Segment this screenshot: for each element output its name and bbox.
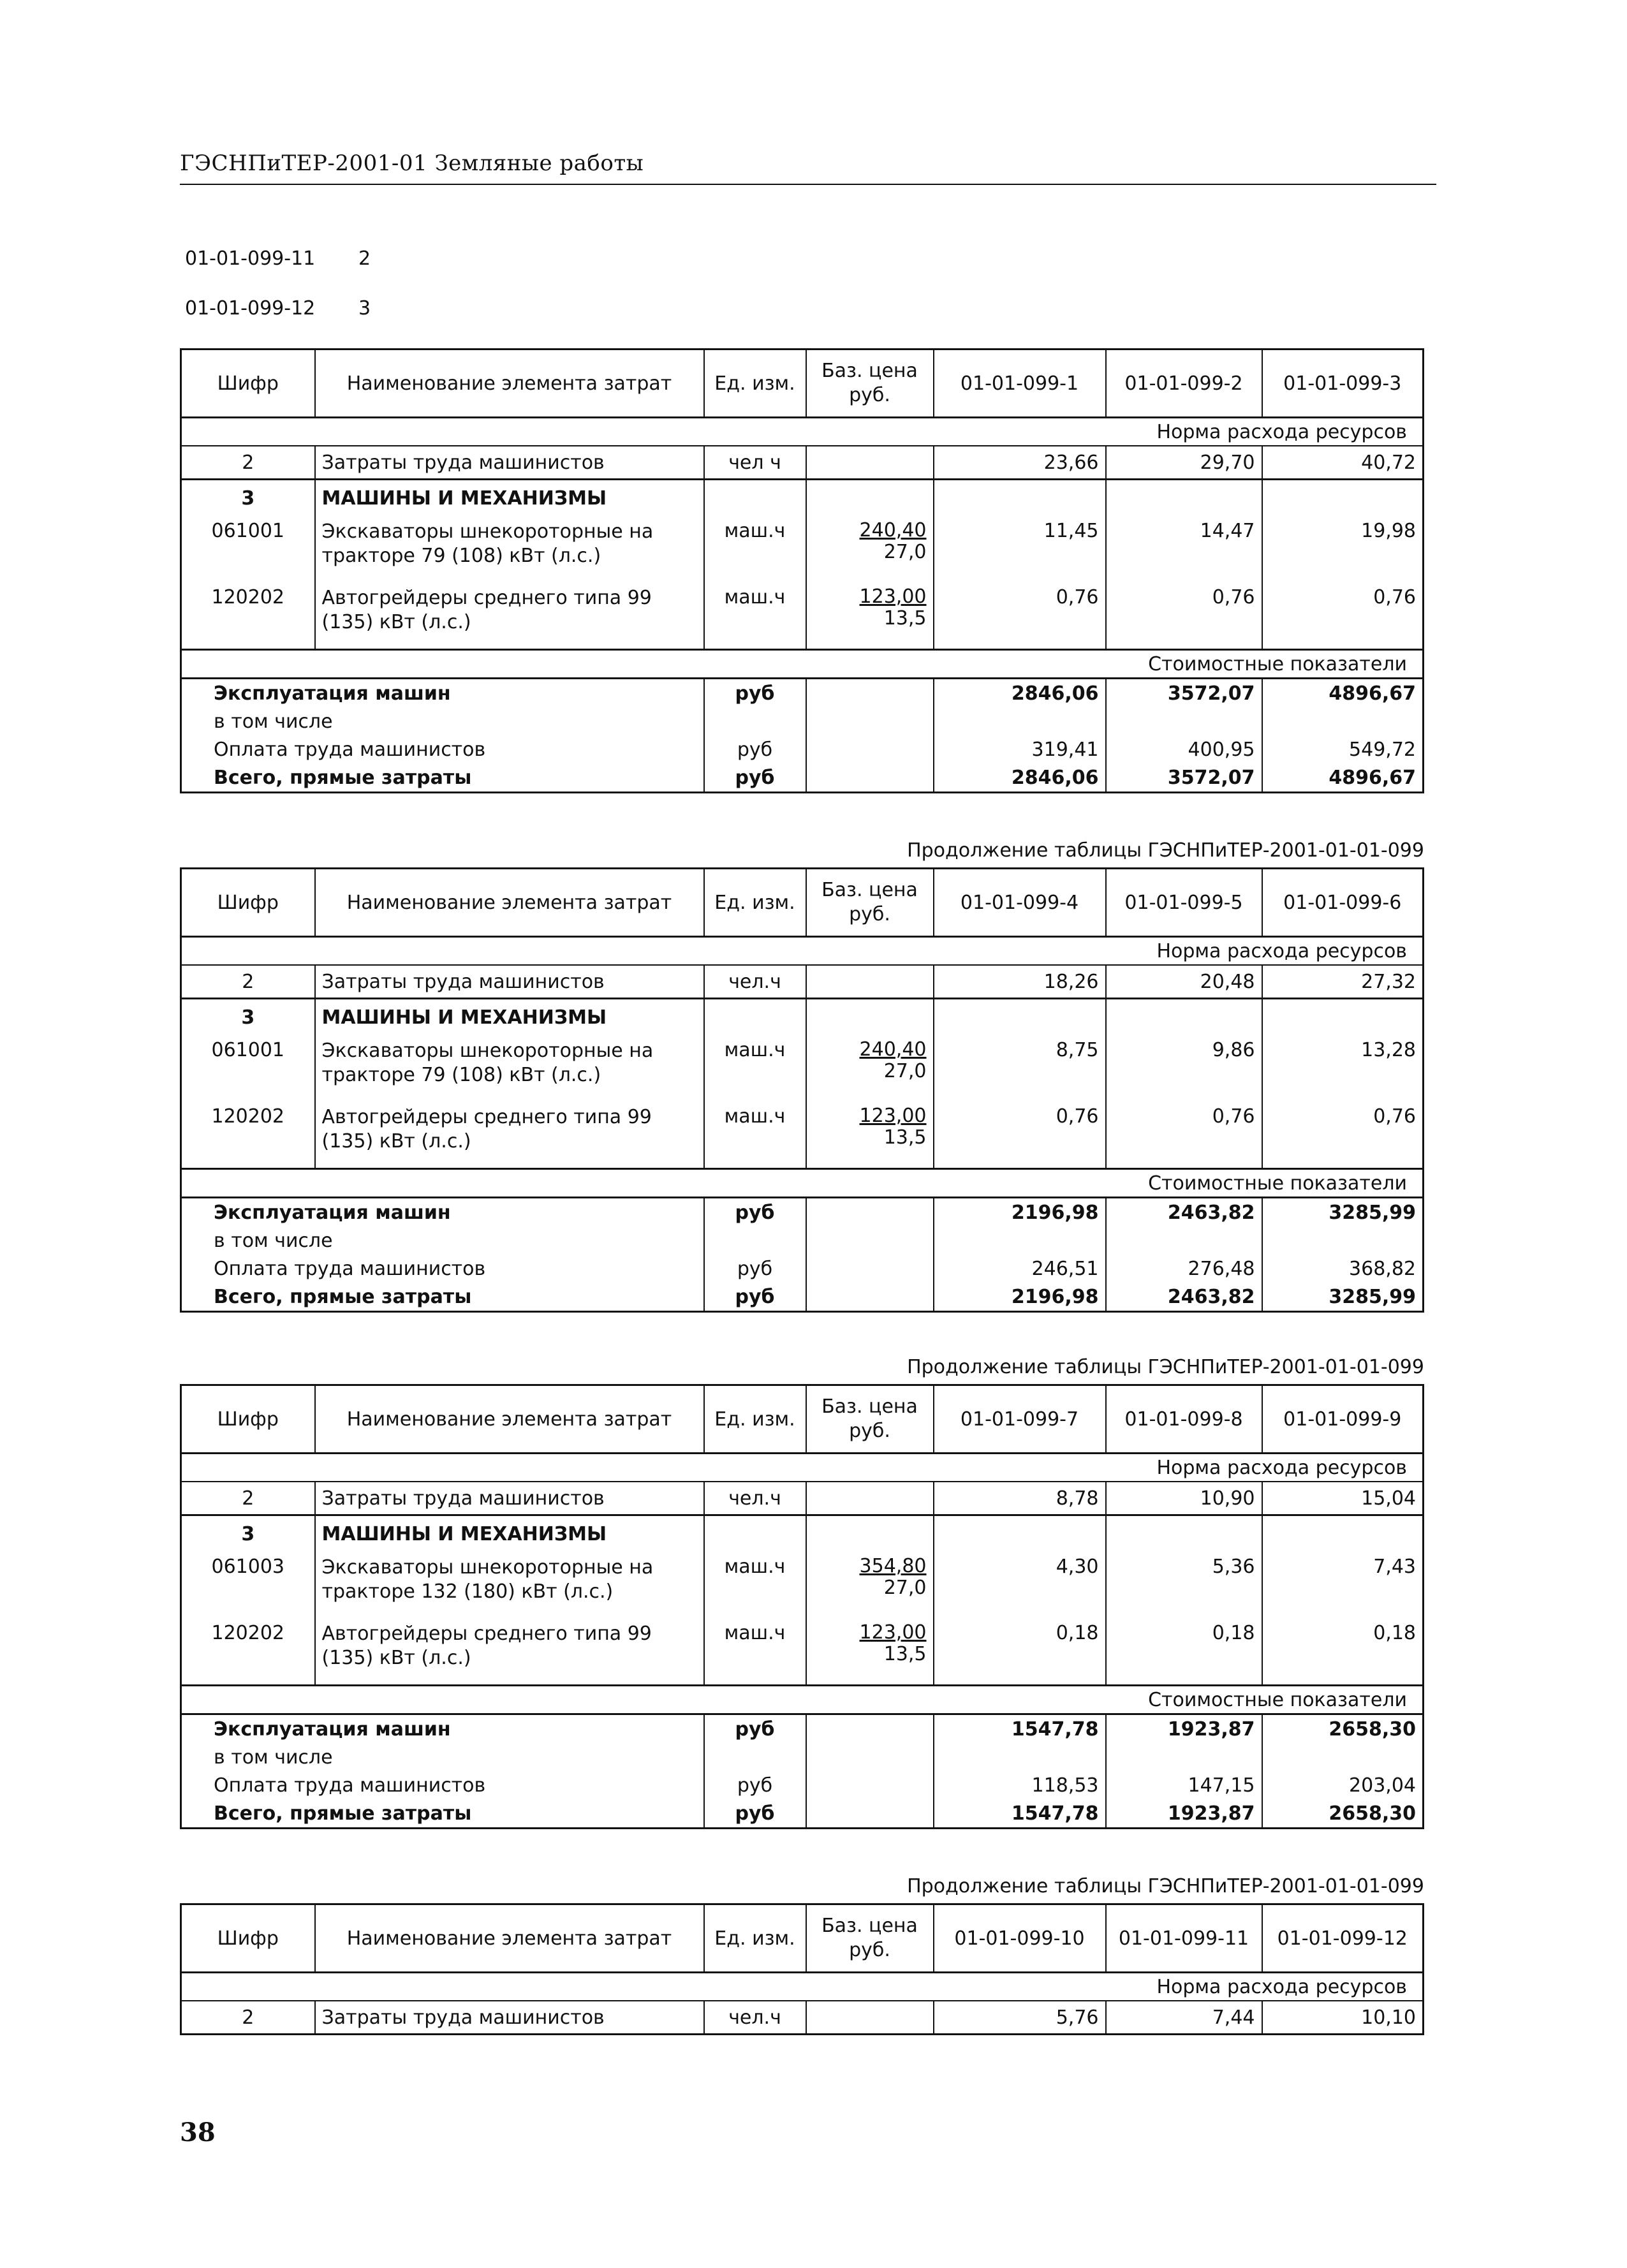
oplata-value-1: 118,53 <box>934 1771 1106 1799</box>
machine-row <box>181 1101 1424 1169</box>
code-list <box>185 247 371 347</box>
labor-name: Затраты труда машинистов <box>315 965 704 999</box>
machine-unit: маш.ч <box>704 582 806 650</box>
vsego-label: Всего, прямые затраты <box>181 1283 704 1312</box>
col-shifr: Шифр <box>181 1385 315 1454</box>
category-row <box>181 1515 1424 1552</box>
col-name: Наименование элемента затрат <box>315 1385 704 1454</box>
machine-unit: маш.ч <box>704 1035 806 1101</box>
col-code-2: 01-01-099-2 <box>1106 350 1262 418</box>
expl-value-2: 3572,07 <box>1106 679 1262 708</box>
machine-value-3: 13,28 <box>1262 1035 1424 1101</box>
machine-code: 061001 <box>181 1035 315 1101</box>
labor-row <box>181 2001 1424 2035</box>
cost-row-vsego <box>181 1283 1424 1312</box>
table-header-row <box>181 1904 1424 1973</box>
expl-value-1: 1547,78 <box>934 1714 1106 1744</box>
vsego-value-3: 2658,30 <box>1262 1799 1424 1829</box>
price-base: 123,00 <box>859 1621 927 1644</box>
labor-row <box>181 965 1424 999</box>
vsego-unit: руб <box>704 1283 806 1312</box>
machine-value-2: 5,36 <box>1106 1552 1262 1618</box>
price-labor: 27,0 <box>883 1577 927 1599</box>
oplata-label: Оплата труда машинистов <box>181 1255 704 1283</box>
oplata-unit: руб <box>704 1771 806 1799</box>
machine-code: 120202 <box>181 1618 315 1686</box>
cost-row-expl <box>181 679 1424 708</box>
machine-value-1: 8,75 <box>934 1035 1106 1101</box>
machine-price <box>806 1035 934 1101</box>
expl-value-2: 2463,82 <box>1106 1198 1262 1227</box>
labor-row <box>181 446 1424 480</box>
vsego-value-3: 4896,67 <box>1262 763 1424 793</box>
machine-value-2: 0,76 <box>1106 1101 1262 1169</box>
cost-row-vtom <box>181 1226 1424 1255</box>
labor-code: 2 <box>181 965 315 999</box>
price-labor: 27,0 <box>883 541 927 563</box>
machine-code: 061001 <box>181 516 315 582</box>
code: 01-01-099-11 <box>185 247 316 270</box>
section-row <box>181 650 1424 679</box>
running-header: ГЭСНПиТЕР-2001-01 Земляные работы <box>180 151 644 176</box>
labor-name: Затраты труда машинистов <box>315 2001 704 2035</box>
category-row <box>181 999 1424 1036</box>
expl-value-3: 4896,67 <box>1262 679 1424 708</box>
expl-label: Эксплуатация машин <box>181 1714 704 1744</box>
col-code-3: 01-01-099-9 <box>1262 1385 1424 1454</box>
col-code-1: 01-01-099-7 <box>934 1385 1106 1454</box>
machine-name: Экскаваторы шнекороторные на тракторе 79 (108) кВт (л.с.) <box>315 1035 704 1101</box>
oplata-value-3: 549,72 <box>1262 735 1424 763</box>
machine-code: 120202 <box>181 1101 315 1169</box>
norma-label: Норма расхода ресурсов <box>181 1973 1424 2001</box>
section-row <box>181 937 1424 966</box>
labor-name: Затраты труда машинистов <box>315 446 704 480</box>
expl-unit: руб <box>704 679 806 708</box>
oplata-unit: руб <box>704 735 806 763</box>
category-code: 3 <box>181 999 315 1036</box>
category-code: 3 <box>181 480 315 517</box>
labor-code: 2 <box>181 2001 315 2035</box>
machine-value-2: 9,86 <box>1106 1035 1262 1101</box>
machine-row <box>181 1618 1424 1686</box>
vsego-value-3: 3285,99 <box>1262 1283 1424 1312</box>
table-header-row <box>181 869 1424 937</box>
price-labor: 27,0 <box>883 1060 927 1082</box>
machine-value-3: 0,76 <box>1262 582 1424 650</box>
header-rule <box>180 184 1436 185</box>
expl-unit: руб <box>704 1198 806 1227</box>
category-code: 3 <box>181 1515 315 1552</box>
norm-table-2 <box>180 867 1424 1313</box>
labor-value-1: 5,76 <box>934 2001 1106 2035</box>
labor-row <box>181 1482 1424 1515</box>
labor-price <box>806 446 934 480</box>
vtom-label: в том числе <box>181 1226 704 1255</box>
col-name: Наименование элемента затрат <box>315 350 704 418</box>
labor-price <box>806 2001 934 2035</box>
price-base: 123,00 <box>859 585 927 608</box>
vsego-value-1: 2196,98 <box>934 1283 1106 1312</box>
category-name: МАШИНЫ И МЕХАНИЗМЫ <box>315 999 704 1036</box>
section-row <box>181 1169 1424 1198</box>
price-labor: 13,5 <box>883 1643 927 1665</box>
continuation-title: Продолжение таблицы ГЭСНПиТЕР-2001-01-01-099 <box>907 1875 1424 1897</box>
labor-value-2: 29,70 <box>1106 446 1262 480</box>
labor-value-2: 20,48 <box>1106 965 1262 999</box>
vtom-label: в том числе <box>181 707 704 735</box>
machine-value-2: 14,47 <box>1106 516 1262 582</box>
col-code-3: 01-01-099-12 <box>1262 1904 1424 1973</box>
cost-row-oplata <box>181 1771 1424 1799</box>
norm-table-4 <box>180 1903 1424 2035</box>
labor-value-2: 7,44 <box>1106 2001 1262 2035</box>
machine-row <box>181 582 1424 650</box>
labor-unit: чел.ч <box>704 965 806 999</box>
machine-price <box>806 1618 934 1686</box>
vsego-value-2: 1923,87 <box>1106 1799 1262 1829</box>
machine-unit: маш.ч <box>704 1552 806 1618</box>
cost-row-vtom <box>181 1743 1424 1771</box>
machine-price <box>806 1552 934 1618</box>
expl-value-1: 2846,06 <box>934 679 1106 708</box>
col-code-3: 01-01-099-6 <box>1262 869 1424 937</box>
category-name: МАШИНЫ И МЕХАНИЗМЫ <box>315 480 704 517</box>
col-code-3: 01-01-099-3 <box>1262 350 1424 418</box>
machine-value-1: 11,45 <box>934 516 1106 582</box>
expl-value-1: 2196,98 <box>934 1198 1106 1227</box>
machine-unit: маш.ч <box>704 1618 806 1686</box>
labor-value-2: 10,90 <box>1106 1482 1262 1515</box>
machine-unit: маш.ч <box>704 516 806 582</box>
machine-name: Экскаваторы шнекороторные на тракторе 132 (180) кВт (л.с.) <box>315 1552 704 1618</box>
code-value: 2 <box>358 247 371 270</box>
oplata-value-2: 400,95 <box>1106 735 1262 763</box>
col-unit: Ед. изм. <box>704 350 806 418</box>
col-price: Баз. цена руб. <box>806 350 934 418</box>
col-unit: Ед. изм. <box>704 869 806 937</box>
oplata-value-2: 147,15 <box>1106 1771 1262 1799</box>
labor-code: 2 <box>181 1482 315 1515</box>
continuation-title: Продолжение таблицы ГЭСНПиТЕР-2001-01-01-099 <box>907 1356 1424 1378</box>
machine-value-1: 0,76 <box>934 582 1106 650</box>
machine-value-2: 0,76 <box>1106 582 1262 650</box>
col-code-2: 01-01-099-11 <box>1106 1904 1262 1973</box>
vsego-label: Всего, прямые затраты <box>181 763 704 793</box>
vsego-value-2: 2463,82 <box>1106 1283 1262 1312</box>
price-labor: 13,5 <box>883 1126 927 1149</box>
expl-value-3: 3285,99 <box>1262 1198 1424 1227</box>
col-shifr: Шифр <box>181 869 315 937</box>
cost-row-oplata <box>181 735 1424 763</box>
machine-value-3: 19,98 <box>1262 516 1424 582</box>
oplata-label: Оплата труда машинистов <box>181 1771 704 1799</box>
oplata-value-2: 276,48 <box>1106 1255 1262 1283</box>
price-base: 240,40 <box>859 519 927 541</box>
machine-code: 061003 <box>181 1552 315 1618</box>
norm-table-3 <box>180 1384 1424 1829</box>
vsego-value-2: 3572,07 <box>1106 763 1262 793</box>
labor-unit: чел.ч <box>704 1482 806 1515</box>
machine-price <box>806 1101 934 1169</box>
machine-code: 120202 <box>181 582 315 650</box>
vsego-value-1: 1547,78 <box>934 1799 1106 1829</box>
vsego-value-1: 2846,06 <box>934 763 1106 793</box>
cost-row-expl <box>181 1198 1424 1227</box>
cost-row-vsego <box>181 763 1424 793</box>
machine-row <box>181 1035 1424 1101</box>
col-price: Баз. цена руб. <box>806 1385 934 1454</box>
section-row <box>181 418 1424 446</box>
machine-value-1: 0,76 <box>934 1101 1106 1169</box>
labor-unit: чел.ч <box>704 2001 806 2035</box>
expl-value-2: 1923,87 <box>1106 1714 1262 1744</box>
col-unit: Ед. изм. <box>704 1904 806 1973</box>
expl-label: Эксплуатация машин <box>181 1198 704 1227</box>
labor-price <box>806 1482 934 1515</box>
machine-value-1: 4,30 <box>934 1552 1106 1618</box>
section-row <box>181 1973 1424 2001</box>
cost-row-vsego <box>181 1799 1424 1829</box>
col-code-2: 01-01-099-8 <box>1106 1385 1262 1454</box>
price-base: 123,00 <box>859 1105 927 1127</box>
norma-label: Норма расхода ресурсов <box>181 1454 1424 1482</box>
labor-value-1: 18,26 <box>934 965 1106 999</box>
vsego-unit: руб <box>704 763 806 793</box>
machine-name: Автогрейдеры среднего типа 99 (135) кВт (л.с.) <box>315 1618 704 1686</box>
labor-code: 2 <box>181 446 315 480</box>
oplata-value-3: 368,82 <box>1262 1255 1424 1283</box>
vsego-unit: руб <box>704 1799 806 1829</box>
col-code-1: 01-01-099-1 <box>934 350 1106 418</box>
cost-row-expl <box>181 1714 1424 1744</box>
labor-value-3: 40,72 <box>1262 446 1424 480</box>
col-shifr: Шифр <box>181 1904 315 1973</box>
labor-unit: чел ч <box>704 446 806 480</box>
oplata-unit: руб <box>704 1255 806 1283</box>
col-price: Баз. цена руб. <box>806 1904 934 1973</box>
table-header-row <box>181 1385 1424 1454</box>
expl-value-3: 2658,30 <box>1262 1714 1424 1744</box>
table-header-row <box>181 350 1424 418</box>
price-labor: 13,5 <box>883 607 927 630</box>
col-unit: Ед. изм. <box>704 1385 806 1454</box>
continuation-title: Продолжение таблицы ГЭСНПиТЕР-2001-01-01-099 <box>907 839 1424 862</box>
oplata-label: Оплата труда машинистов <box>181 735 704 763</box>
norm-table-1 <box>180 348 1424 793</box>
vtom-label: в том числе <box>181 1743 704 1771</box>
col-price: Баз. цена руб. <box>806 869 934 937</box>
labor-value-3: 15,04 <box>1262 1482 1424 1515</box>
vsego-label: Всего, прямые затраты <box>181 1799 704 1829</box>
price-base: 354,80 <box>859 1555 927 1577</box>
machine-name: Экскаваторы шнекороторные на тракторе 79 (108) кВт (л.с.) <box>315 516 704 582</box>
machine-unit: маш.ч <box>704 1101 806 1169</box>
col-code-1: 01-01-099-10 <box>934 1904 1106 1973</box>
labor-price <box>806 965 934 999</box>
cost-row-oplata <box>181 1255 1424 1283</box>
page-number: 38 <box>180 2117 216 2147</box>
machine-value-1: 0,18 <box>934 1618 1106 1686</box>
machine-value-3: 0,18 <box>1262 1618 1424 1686</box>
norma-label: Норма расхода ресурсов <box>181 418 1424 446</box>
section-row <box>181 1454 1424 1482</box>
expl-label: Эксплуатация машин <box>181 679 704 708</box>
labor-value-1: 23,66 <box>934 446 1106 480</box>
labor-value-3: 10,10 <box>1262 2001 1424 2035</box>
col-code-1: 01-01-099-4 <box>934 869 1106 937</box>
stoimost-label: Стоимостные показатели <box>181 1169 1424 1198</box>
category-name: МАШИНЫ И МЕХАНИЗМЫ <box>315 1515 704 1552</box>
code-line <box>185 247 371 297</box>
col-code-2: 01-01-099-5 <box>1106 869 1262 937</box>
labor-value-3: 27,32 <box>1262 965 1424 999</box>
machine-row <box>181 1552 1424 1618</box>
cost-row-vtom <box>181 707 1424 735</box>
labor-value-1: 8,78 <box>934 1482 1106 1515</box>
oplata-value-1: 246,51 <box>934 1255 1106 1283</box>
machine-name: Автогрейдеры среднего типа 99 (135) кВт (л.с.) <box>315 582 704 650</box>
machine-name: Автогрейдеры среднего типа 99 (135) кВт (л.с.) <box>315 1101 704 1169</box>
col-shifr: Шифр <box>181 350 315 418</box>
machine-value-3: 7,43 <box>1262 1552 1424 1618</box>
code-line <box>185 297 371 347</box>
stoimost-label: Стоимостные показатели <box>181 650 1424 679</box>
price-base: 240,40 <box>859 1038 927 1061</box>
oplata-value-3: 203,04 <box>1262 1771 1424 1799</box>
stoimost-label: Стоимостные показатели <box>181 1686 1424 1714</box>
labor-name: Затраты труда машинистов <box>315 1482 704 1515</box>
category-row <box>181 480 1424 517</box>
col-name: Наименование элемента затрат <box>315 869 704 937</box>
machine-row <box>181 516 1424 582</box>
norma-label: Норма расхода ресурсов <box>181 937 1424 966</box>
machine-value-3: 0,76 <box>1262 1101 1424 1169</box>
machine-price <box>806 582 934 650</box>
code-value: 3 <box>358 297 371 320</box>
code: 01-01-099-12 <box>185 297 316 320</box>
oplata-value-1: 319,41 <box>934 735 1106 763</box>
machine-price <box>806 516 934 582</box>
section-row <box>181 1686 1424 1714</box>
machine-value-2: 0,18 <box>1106 1618 1262 1686</box>
col-name: Наименование элемента затрат <box>315 1904 704 1973</box>
expl-unit: руб <box>704 1714 806 1744</box>
